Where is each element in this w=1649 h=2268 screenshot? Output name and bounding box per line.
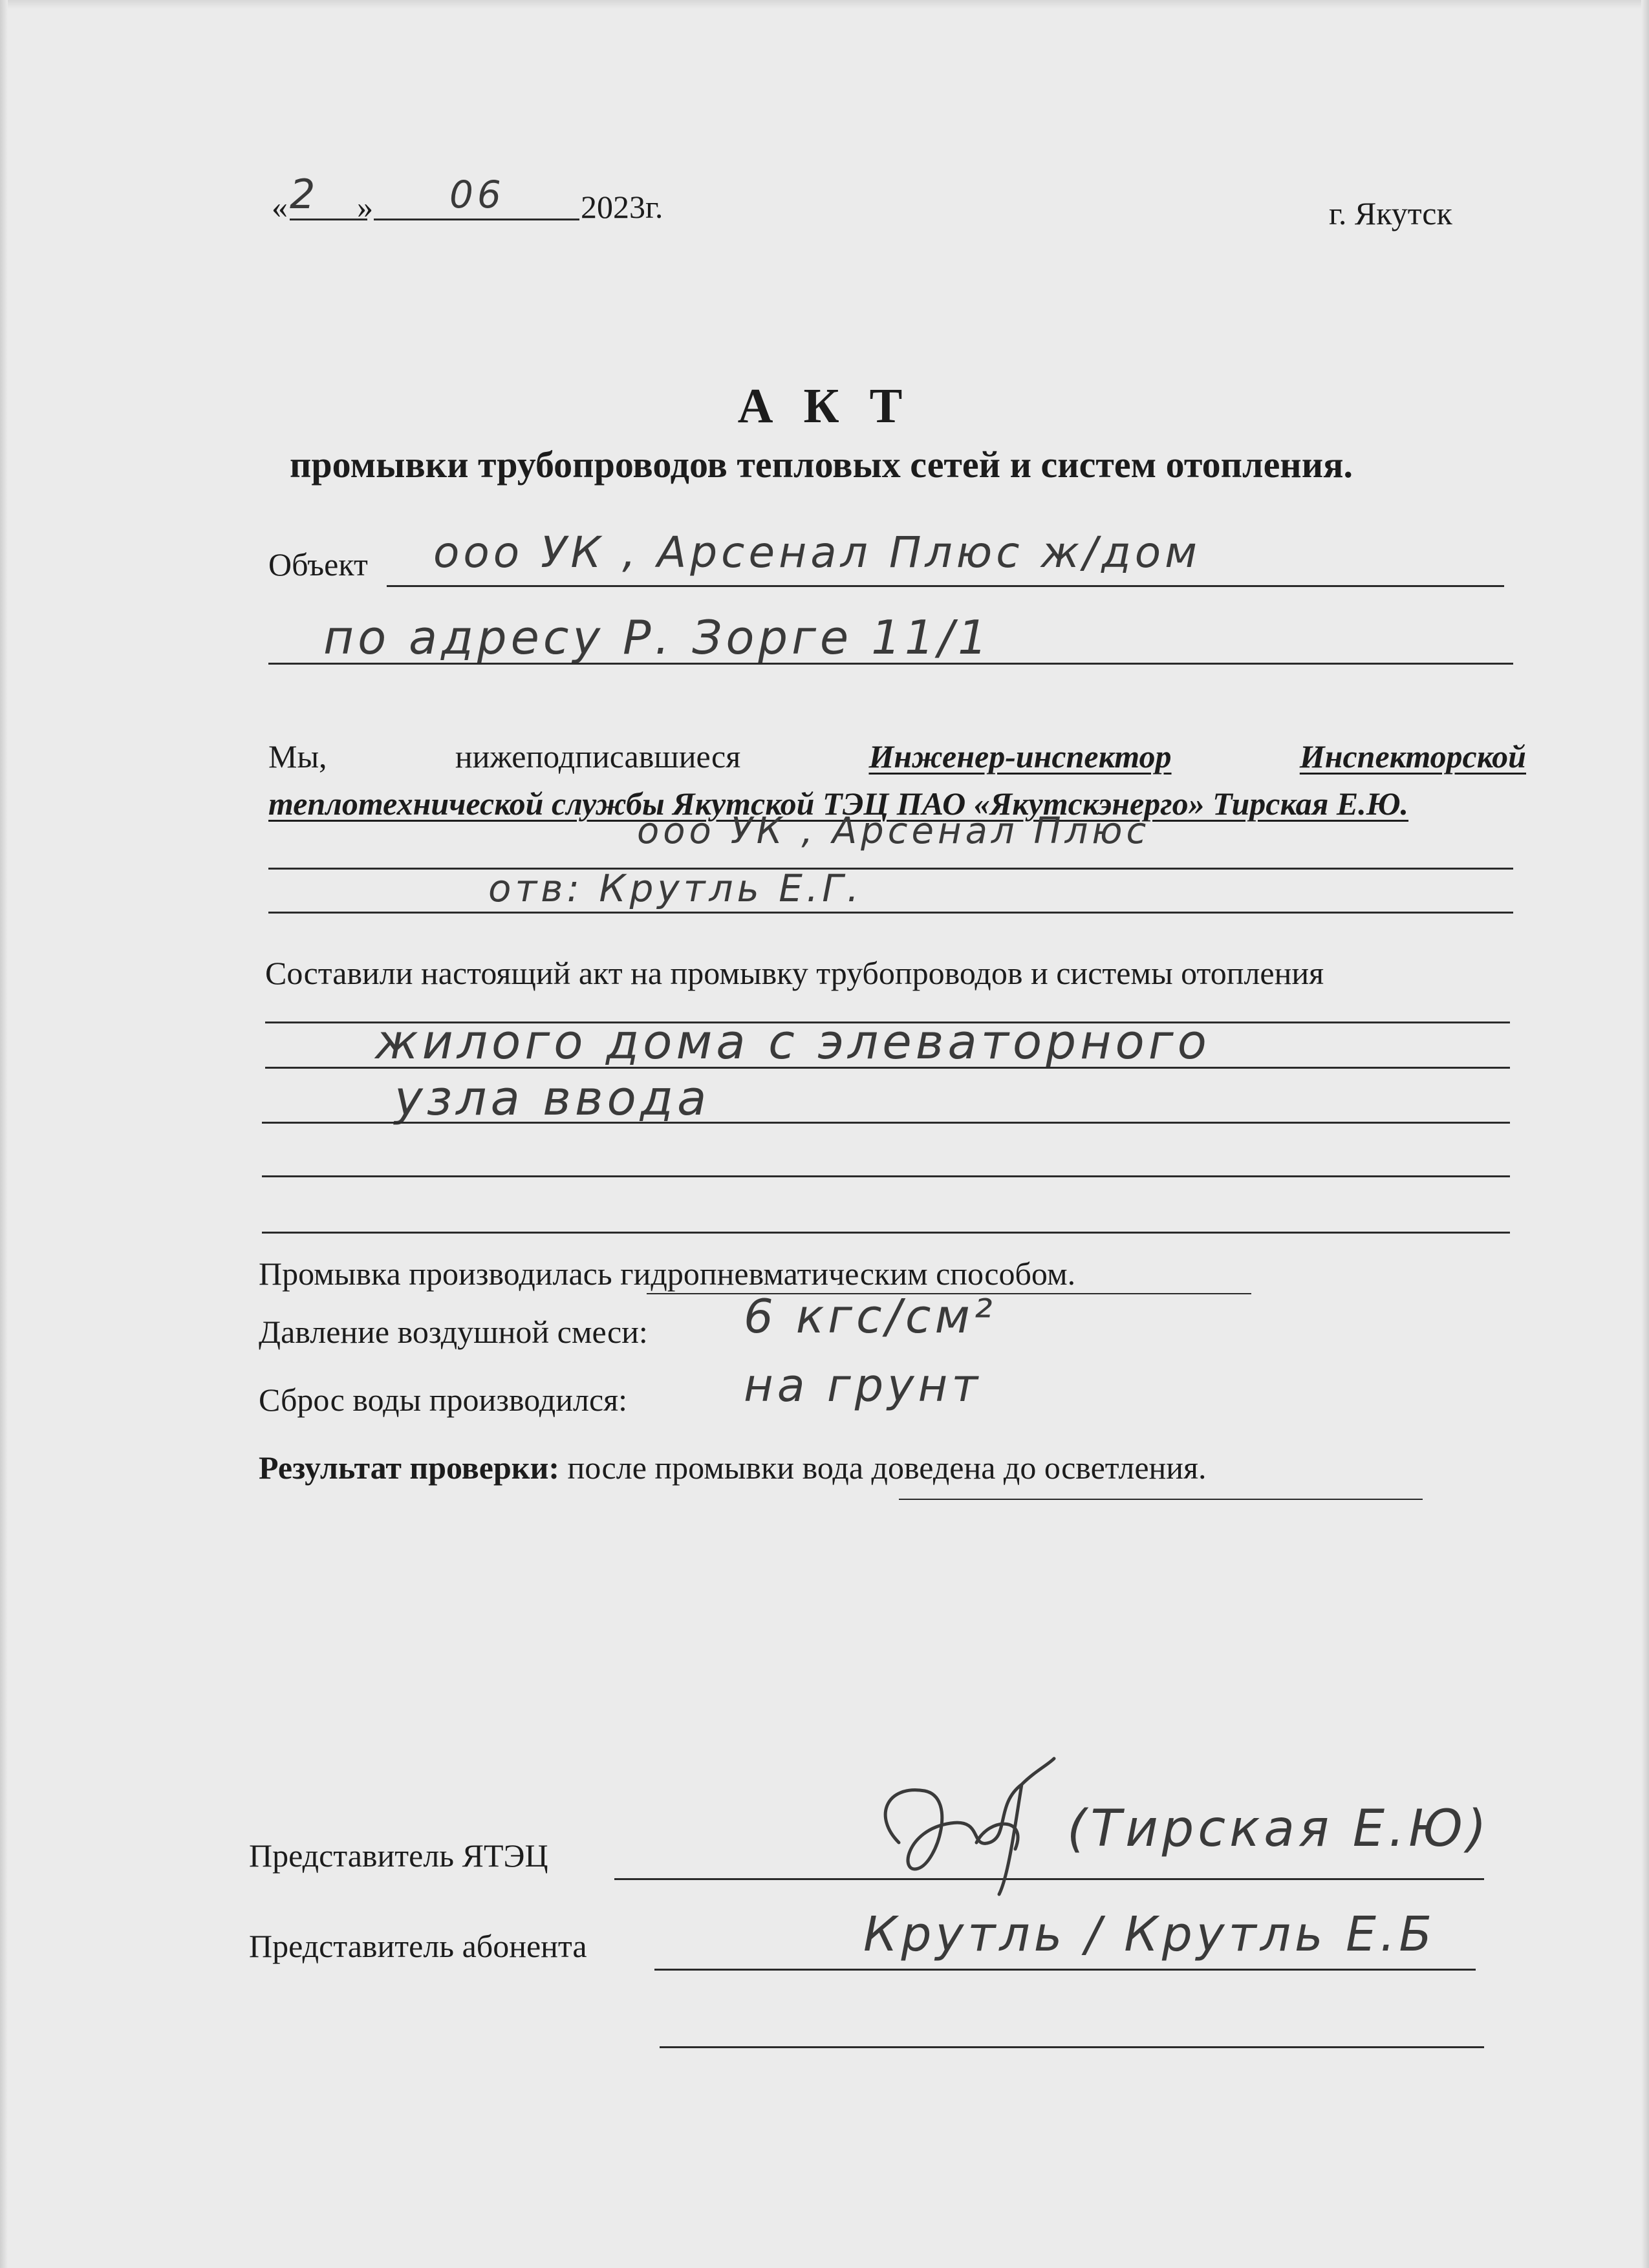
ytec-rep-value: (Тирская Е.Ю) xyxy=(1067,1800,1491,1858)
pressure-label: Давление воздушной смеси: xyxy=(259,1314,648,1350)
inspector-service-line: теплотехнической службы Якутской ТЭЦ ПАО «Якутскэнерго» Тирская Е.Ю. xyxy=(268,786,1409,822)
date-close-quote: » xyxy=(357,189,373,225)
object-line2-value: по адресу Р. Зорге 11/1 xyxy=(323,610,991,665)
ytec-signature-scribble xyxy=(860,1746,1073,1901)
date-year: 2023г. xyxy=(581,189,663,225)
result-label: Результат проверки: xyxy=(259,1450,560,1486)
participants-line1 xyxy=(268,740,1526,773)
composed-line5-underline xyxy=(262,1232,1510,1234)
document-title: А К Т xyxy=(737,379,912,433)
composed-line1-value: жилого дома с элеваторного xyxy=(375,1014,1211,1070)
subscriber-rep-underline xyxy=(654,1969,1476,1971)
subscriber-rep-value: Крутль / Крутль Е.Б xyxy=(863,1907,1436,1962)
word-undersigned: нижеподписавшиеся xyxy=(455,738,741,775)
date-day-underline xyxy=(290,219,367,220)
composed-line2-value: узла ввода xyxy=(394,1071,711,1126)
pressure-value: 6 кгс/см² xyxy=(744,1289,997,1343)
date-day: 2 xyxy=(290,171,319,218)
object-line2-underline xyxy=(268,663,1513,665)
object-line1-underline xyxy=(387,585,1504,587)
inspector-title-word1: Инженер-инспектор xyxy=(868,738,1172,775)
composed-line4-underline xyxy=(262,1175,1510,1177)
discharge-value: на грунт xyxy=(744,1359,982,1412)
flushing-method: Промывка производилась гидропневматическим способом. xyxy=(259,1256,1076,1292)
participants-line4-value: отв: Крутль Е.Г. xyxy=(488,866,863,910)
composed-line2-underline xyxy=(265,1067,1510,1069)
inspector-title-word2: Инспекторской xyxy=(1299,738,1526,775)
object-line1-value: ооо УК , Арсенал Плюс ж/дом xyxy=(433,528,1201,577)
participants-line3-underline xyxy=(268,868,1513,870)
participants-line3-value: ооо УК , Арсенал Плюс xyxy=(637,810,1150,852)
scan-right-edge xyxy=(1641,0,1649,2268)
composed-statement: Составили настоящий акт на промывку трубопроводов и системы отопления xyxy=(265,955,1324,991)
date-month-underline xyxy=(374,219,579,220)
date-month: 06 xyxy=(449,173,505,217)
subscriber-rep-label: Представитель абонента xyxy=(249,1928,587,1964)
composed-line3-underline xyxy=(262,1122,1510,1124)
ytec-rep-label: Представитель ЯТЭЦ xyxy=(249,1837,548,1874)
scan-left-edge xyxy=(0,0,8,2268)
result-underline xyxy=(899,1499,1423,1500)
word-we: Мы, xyxy=(268,738,327,775)
scan-top-edge xyxy=(0,0,1649,9)
result-line xyxy=(259,1451,1207,1484)
object-label: Объект xyxy=(268,546,368,583)
date-open-quote: « xyxy=(272,189,288,225)
participants-line4-underline xyxy=(268,912,1513,914)
extra-signature-underline xyxy=(660,2046,1484,2048)
discharge-label: Сброс воды производился: xyxy=(259,1382,628,1418)
document-subtitle: промывки трубопроводов тепловых сетей и систем отопления. xyxy=(290,444,1353,486)
result-text: после промывки вода доведена до осветления. xyxy=(567,1450,1207,1486)
city-name: г. Якутск xyxy=(1329,195,1452,231)
